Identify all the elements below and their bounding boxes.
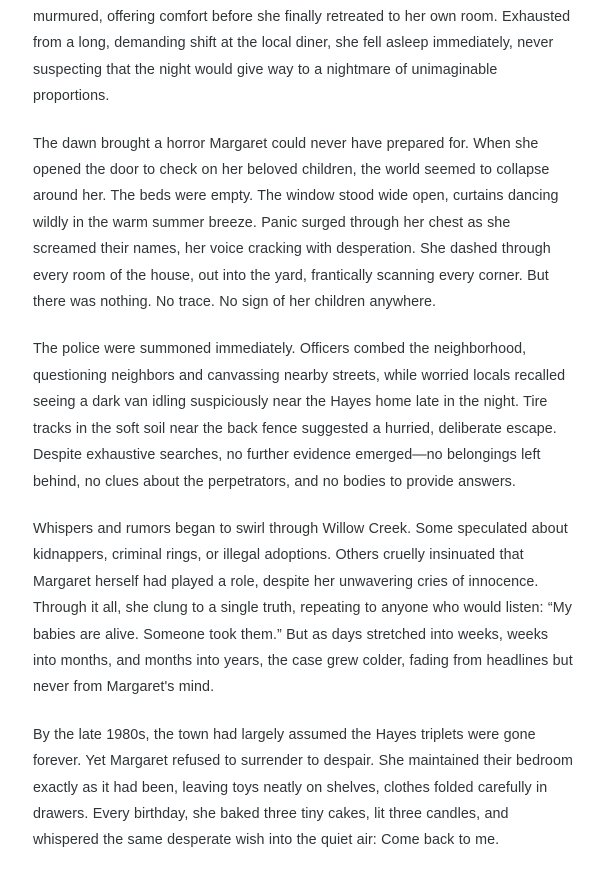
paragraph: By the late 1980s, the town had largely assumed the Hayes triplets were gone forever. Yet Margaret refused to surrender to despair. She maintained their bedroom exactly as it had been, leaving toys neatly on shelves, clothes folded carefully in drawers. Every birthday, she baked three tiny cakes, lit three candles, and whispered the same desperate wish into the quiet air: Come back to me.: [33, 726, 573, 849]
paragraph: The dawn brought a horror Margaret could never have prepared for. When she opened the door to check on her beloved children, the world seemed to collapse around her. The beds were empty. The window stood wide open, curtains dancing wildly in the warm summer breeze. Panic surged through her chest as she screamed their names, her voice cracking with desperation. She dashed through every room of the house, out into the yard, frantically scanning every corner. But there was nothing. No trace. No sign of her children anywhere.: [33, 135, 559, 311]
article-body: [33, 0, 573, 854]
paragraph: The police were summoned immediately. Officers combed the neighborhood, questioning neighbors and canvassing nearby streets, while worried locals recalled seeing a dark van idling suspiciously near the Hayes home late in the night. Tire tracks in the soft soil near the back fence suggested a hurried, deliberate escape. Despite exhaustive searches, no further evidence emerged—no belongings left behind, no clues about the perpetrators, and no bodies to provide answers.: [33, 341, 566, 490]
paragraph: murmured, offering comfort before she finally retreated to her own room. Exhausted from a long, demanding shift at the local diner, she fell asleep immediately, never suspecting that the night would give way to a nightmare of unimaginable proportions.: [33, 9, 571, 105]
paragraph: Whispers and rumors began to swirl through Willow Creek. Some speculated about kidnappers, criminal rings, or illegal adoptions. Others cruelly insinuated that Margaret herself had played a role, despite her unwavering cries of innocence. Through it all, she clung to a single truth, repeating to anyone who would listen: “My babies are alive. Someone took them.” But as days stretched into weeks, weeks into months, and months into years, the case grew colder, fading from headlines but never from Margaret's mind.: [33, 520, 573, 696]
